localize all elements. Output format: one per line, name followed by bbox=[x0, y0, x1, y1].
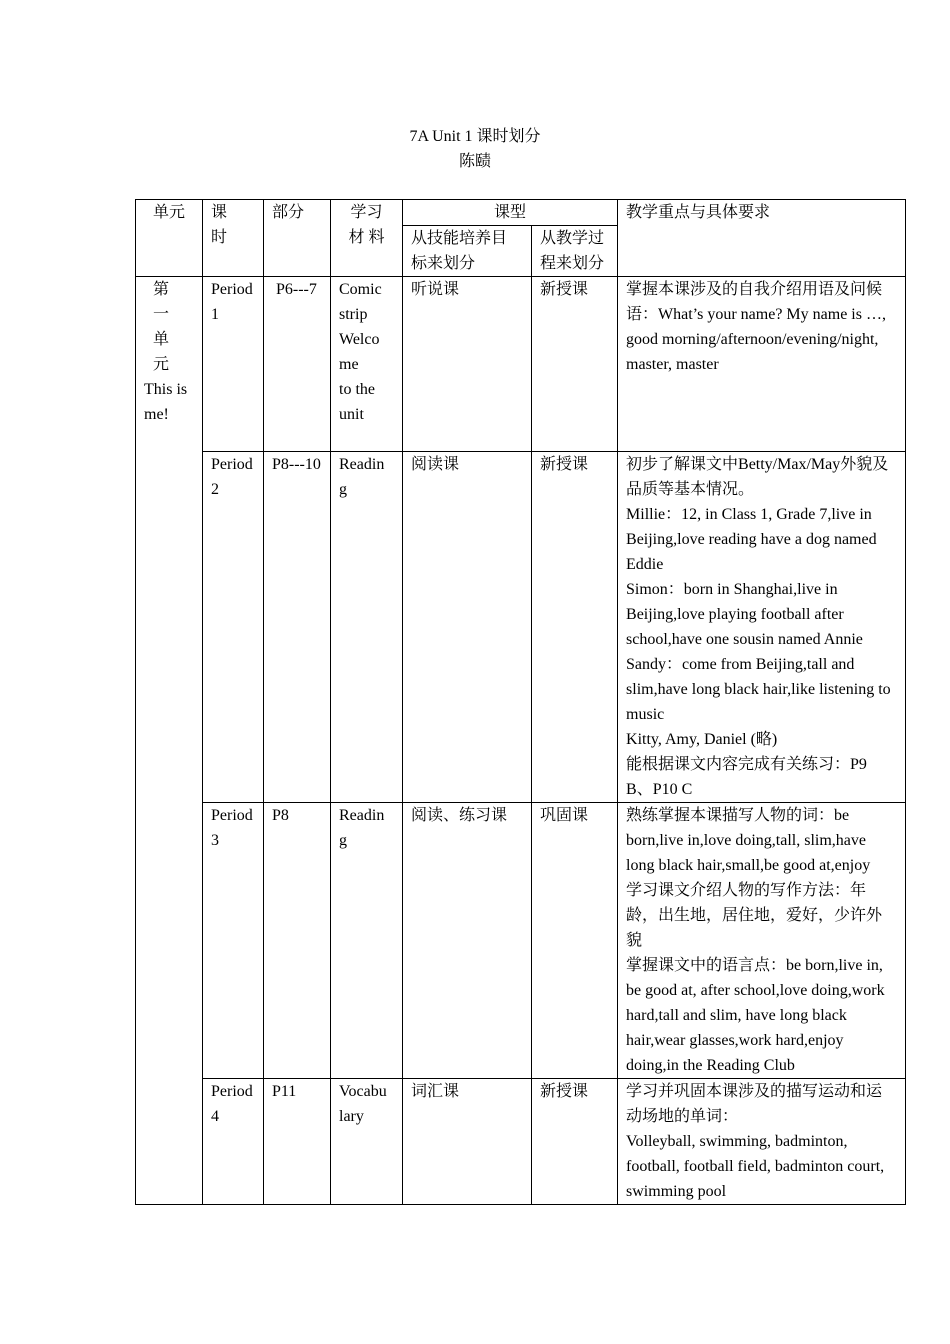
requirement-text: 学习课文介绍人物的写作方法：年龄，出生地，居住地，爱好，少许外貌 bbox=[626, 882, 883, 949]
table-row bbox=[136, 452, 906, 803]
skill-type-cell: 阅读、练习课 bbox=[403, 803, 532, 1079]
table-header-row bbox=[136, 200, 906, 226]
period-cell bbox=[203, 803, 264, 1079]
material-cell bbox=[331, 1079, 403, 1205]
header-unit: 单元 bbox=[136, 200, 203, 277]
unit-char: 一 bbox=[153, 306, 170, 323]
unit-char: 单 bbox=[153, 331, 170, 348]
process-type-cell: 新授课 bbox=[532, 277, 618, 452]
unit-char: 元 bbox=[153, 356, 170, 373]
process-type-cell: 新授课 bbox=[532, 452, 618, 803]
unit-cell bbox=[136, 277, 203, 1205]
period-number: 2 bbox=[211, 481, 219, 498]
header-focus: 教学重点与具体要求 bbox=[618, 200, 906, 277]
material-line: Vocabu bbox=[339, 1083, 387, 1100]
header-by-skill-line: 标来划分 bbox=[411, 255, 476, 272]
requirement-text: Kitty, Amy, Daniel (略) bbox=[626, 731, 778, 748]
period-cell bbox=[203, 277, 264, 452]
table-row bbox=[136, 1079, 906, 1205]
header-by-skill bbox=[403, 226, 532, 277]
pages-cell: P11 bbox=[264, 1079, 331, 1205]
skill-type-cell: 阅读课 bbox=[403, 452, 532, 803]
material-line: to the bbox=[339, 381, 375, 398]
pages-cell: P8 bbox=[264, 803, 331, 1079]
table-row bbox=[136, 277, 906, 452]
requirements-cell bbox=[618, 1079, 906, 1205]
material-cell bbox=[331, 803, 403, 1079]
requirement-text: 掌握本课涉及的自我介绍用语及问候语：What’s your name? My name is …, good morning/afternoon/evening/night, master, master bbox=[626, 281, 886, 373]
period-label: Period bbox=[211, 456, 253, 473]
material-line: strip bbox=[339, 306, 368, 323]
period-cell bbox=[203, 1079, 264, 1205]
period-number: 3 bbox=[211, 832, 219, 849]
header-section: 部分 bbox=[264, 200, 331, 277]
requirement-text: 掌握课文中的语言点：be born,live in, be good at, after school,love doing,work hard,tall and slim, have long black hair,wear glasses,work hard,enjoy doing,in the Reading Club bbox=[626, 957, 885, 1074]
pages-cell: P6---7 bbox=[264, 277, 331, 452]
document-author: 陈赜 bbox=[458, 153, 491, 170]
period-cell bbox=[203, 452, 264, 803]
unit-name-line: me! bbox=[144, 406, 169, 423]
material-line: Readin bbox=[339, 456, 385, 473]
material-line: me bbox=[339, 356, 359, 373]
pages-cell: P8---10 bbox=[264, 452, 331, 803]
header-by-skill-line: 从技能培养目 bbox=[411, 230, 508, 247]
requirement-text: Sandy：come from Beijing,tall and slim,have long black hair,like listening to music bbox=[626, 656, 891, 723]
material-cell bbox=[331, 452, 403, 803]
material-line: g bbox=[339, 832, 347, 849]
table-row bbox=[136, 803, 906, 1079]
skill-type-cell: 听说课 bbox=[403, 277, 532, 452]
header-period-line: 时 bbox=[211, 229, 228, 246]
requirements-cell bbox=[618, 803, 906, 1079]
document-title: 7A Unit 1 课时划分 bbox=[409, 128, 541, 145]
header-material-line: 学习 bbox=[350, 204, 383, 221]
period-number: 4 bbox=[211, 1108, 219, 1125]
header-material-line: 材 料 bbox=[348, 229, 385, 246]
period-label: Period bbox=[211, 807, 253, 824]
process-type-cell: 新授课 bbox=[532, 1079, 618, 1205]
requirement-text: 初步了解课文中Betty/Max/May外貌及品质等基本情况。 bbox=[626, 456, 889, 498]
requirement-text: 学习并巩固本课涉及的描写运动和运动场地的单词： bbox=[626, 1083, 883, 1125]
requirement-text: Millie：12, in Class 1, Grade 7,live in Beijing,love reading have a dog named Eddie bbox=[626, 506, 877, 573]
period-label: Period bbox=[211, 281, 253, 298]
header-lesson-type: 课型 bbox=[403, 200, 618, 226]
requirement-text: 能根据课文内容完成有关练习：P9 B、P10 C bbox=[626, 756, 867, 798]
material-line: g bbox=[339, 481, 347, 498]
header-period bbox=[203, 200, 264, 277]
period-label: Period bbox=[211, 1083, 253, 1100]
requirements-cell bbox=[618, 277, 906, 452]
header-by-process-line: 从教学过 bbox=[540, 230, 605, 247]
requirement-text: 熟练掌握本课描写人物的词：be born,live in,love doing,tall, slim,have long black hair,small,be good at,enjoy bbox=[626, 807, 871, 874]
unit-char: 第 bbox=[153, 281, 170, 298]
period-number: 1 bbox=[211, 306, 219, 323]
header-period-line: 课 bbox=[211, 204, 228, 221]
material-cell bbox=[331, 277, 403, 452]
requirement-text: Simon：born in Shanghai,live in Beijing,love playing football after school,have one sousin named Annie bbox=[626, 581, 863, 648]
lesson-plan-table bbox=[135, 199, 906, 1205]
material-line: lary bbox=[339, 1108, 364, 1125]
material-line: unit bbox=[339, 406, 364, 423]
requirements-cell bbox=[618, 452, 906, 803]
header-by-process bbox=[532, 226, 618, 277]
material-line: Comic bbox=[339, 281, 382, 298]
process-type-cell: 巩固课 bbox=[532, 803, 618, 1079]
requirement-text: Volleyball, swimming, badminton, football, football field, badminton court, swimming pool bbox=[626, 1133, 885, 1200]
header-by-process-line: 程来划分 bbox=[540, 255, 605, 272]
material-line: Welco bbox=[339, 331, 380, 348]
material-line: Readin bbox=[339, 807, 385, 824]
unit-name-line: This is bbox=[144, 381, 188, 398]
header-material bbox=[331, 200, 403, 277]
skill-type-cell: 词汇课 bbox=[403, 1079, 532, 1205]
